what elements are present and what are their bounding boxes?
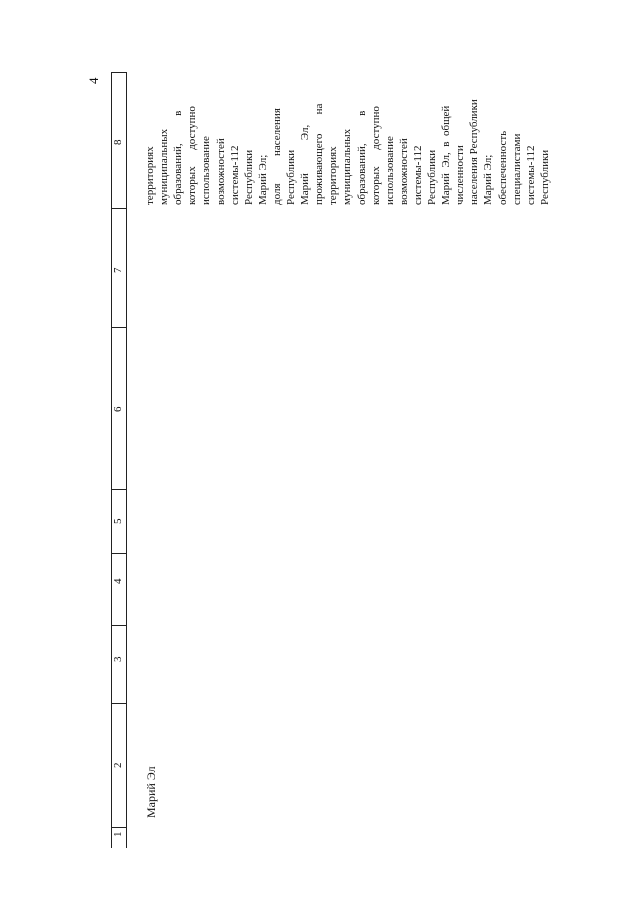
col8-line: муниципальных (341, 128, 354, 205)
col8-line: использование (383, 136, 396, 205)
col8-line: Марий Эл, (299, 124, 312, 205)
col8-line: муниципальных (158, 128, 171, 205)
col8-line: численности (454, 145, 467, 205)
header-col-5: 5 (112, 518, 124, 524)
col8-line: Республики (285, 149, 297, 205)
header-col-6: 6 (112, 406, 124, 412)
table-top-line (111, 72, 112, 848)
header-col-1: 1 (112, 831, 124, 837)
col-sep-2-3 (111, 703, 126, 704)
col8-line: территориях (144, 146, 156, 205)
col-sep-4-5 (111, 553, 126, 554)
col8-line: системы-112 (411, 145, 424, 205)
header-col-8: 8 (112, 139, 124, 145)
header-bottom-line (126, 72, 127, 848)
col8-line: Марий Эл, в общей (440, 105, 453, 205)
col8-line: которых доступно (369, 106, 382, 205)
col8-line: образований, в (355, 110, 368, 205)
col-sep-3-4 (111, 625, 126, 626)
table-end (111, 72, 126, 73)
col8-line: проживающего на (313, 103, 326, 205)
col8-line: обеспеченность (496, 130, 509, 205)
header-col-2: 2 (112, 762, 124, 768)
col2-text: Марий Эл (144, 766, 158, 818)
col-sep-1-2 (111, 827, 126, 828)
col8-line: территориях (327, 146, 340, 205)
col8-line: Республики (426, 149, 438, 205)
col-sep-7-8 (111, 208, 126, 209)
col8-line: Республики (538, 149, 551, 205)
header-col-4: 4 (112, 578, 124, 584)
col8-line: возможностей (214, 138, 227, 205)
col8-line: доля населения (270, 108, 283, 205)
header-col-7: 7 (112, 267, 124, 273)
col8-line: системы-112 (228, 145, 241, 205)
col8-line: Республики (242, 149, 255, 205)
col8-line: Марий Эл; (482, 154, 495, 205)
col8-line: которых доступно (186, 106, 199, 205)
col8-line: населения Республики (468, 99, 481, 205)
col-sep-6-7 (111, 327, 126, 328)
col8-line: образований, в (172, 110, 185, 205)
col8-line: Марий Эл; (256, 154, 269, 205)
col8-line: системы-112 (524, 145, 537, 205)
header-col-3: 3 (112, 656, 124, 662)
col8-line: специалистами (510, 133, 523, 205)
col8-line: возможностей (397, 138, 410, 205)
col-sep-5-6 (111, 489, 126, 490)
col8-line: использование (200, 136, 213, 205)
page-number: 4 (86, 77, 101, 84)
